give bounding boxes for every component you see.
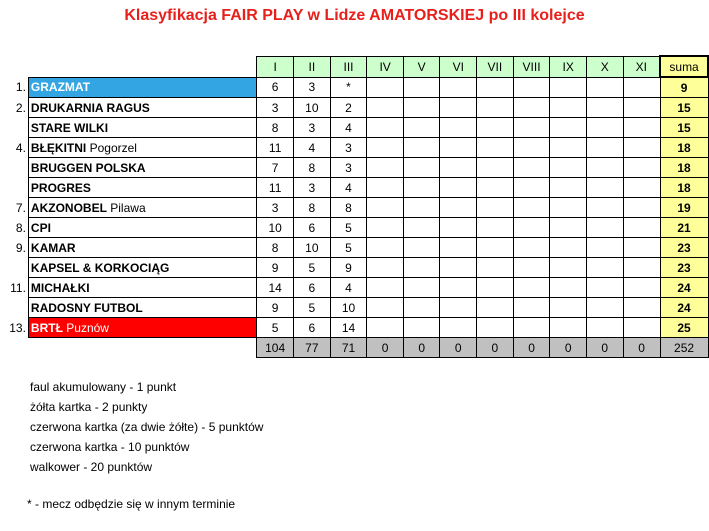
round-score xyxy=(587,258,624,278)
page-title: Klasyfikacja FAIR PLAY w Lidze AMATORSKIEJ po III kolejce xyxy=(124,7,585,24)
round-score: 3 xyxy=(294,77,331,98)
round-score: 6 xyxy=(257,77,294,98)
round-score xyxy=(477,98,514,118)
round-score xyxy=(513,98,550,118)
position: 4. xyxy=(15,140,26,155)
round-score xyxy=(587,198,624,218)
round-score xyxy=(550,178,587,198)
round-score xyxy=(403,158,440,178)
team-name xyxy=(28,198,256,218)
round-score xyxy=(477,118,514,138)
team-name-text: BRUGGEN POLSKA xyxy=(30,160,146,175)
team-city: Pilawa xyxy=(110,200,146,215)
round-score xyxy=(623,158,660,178)
round-score: 5 xyxy=(330,238,367,258)
table-header-row xyxy=(4,56,708,77)
position: 1. xyxy=(15,80,26,95)
round-score: 3 xyxy=(257,198,294,218)
round-header: X xyxy=(587,56,624,77)
round-score xyxy=(623,298,660,318)
table-row xyxy=(4,77,708,98)
round-score xyxy=(587,158,624,178)
team-sum: 15 xyxy=(660,98,708,118)
round-score xyxy=(587,298,624,318)
round-score xyxy=(550,98,587,118)
team-name-text: RADOSNY FUTBOL xyxy=(30,300,143,315)
header-spacer xyxy=(4,56,28,77)
team-name xyxy=(28,258,256,278)
position xyxy=(4,158,28,178)
round-score xyxy=(587,138,624,158)
round-score: 2 xyxy=(330,98,367,118)
team-name xyxy=(28,218,256,238)
round-score xyxy=(403,138,440,158)
round-score xyxy=(440,238,477,258)
round-score xyxy=(477,258,514,278)
round-score xyxy=(477,178,514,198)
team-sum: 23 xyxy=(660,258,708,278)
round-score: 9 xyxy=(330,258,367,278)
round-score xyxy=(513,178,550,198)
round-score xyxy=(440,138,477,158)
round-total: 71 xyxy=(330,338,367,358)
round-score xyxy=(587,218,624,238)
table-row xyxy=(4,178,708,198)
fair-play-table xyxy=(4,55,709,358)
table-row xyxy=(4,298,708,318)
round-score xyxy=(623,198,660,218)
round-score xyxy=(550,77,587,98)
position: 11. xyxy=(10,280,26,295)
position xyxy=(4,298,28,318)
team-name-text: CPI xyxy=(30,220,51,235)
round-score xyxy=(403,238,440,258)
round-score xyxy=(440,118,477,138)
table-row xyxy=(4,198,708,218)
round-header: III xyxy=(330,56,367,77)
round-score xyxy=(623,238,660,258)
round-score: 3 xyxy=(330,138,367,158)
round-total: 104 xyxy=(257,338,294,358)
round-total: 0 xyxy=(550,338,587,358)
footnote: * - mecz odbędzie się w innym terminie xyxy=(27,497,236,511)
round-score xyxy=(440,258,477,278)
team-sum: 23 xyxy=(660,238,708,258)
round-score xyxy=(550,218,587,238)
team-name-text: BŁĘKITNI xyxy=(30,140,87,155)
round-score: 11 xyxy=(257,138,294,158)
round-score xyxy=(587,318,624,338)
round-score: 5 xyxy=(294,258,331,278)
team-sum: 24 xyxy=(660,298,708,318)
table-row xyxy=(4,158,708,178)
round-score xyxy=(440,318,477,338)
round-score: 5 xyxy=(330,218,367,238)
round-total: 0 xyxy=(477,338,514,358)
round-header: V xyxy=(403,56,440,77)
table-row xyxy=(4,318,708,338)
legend-item: faul akumulowany - 1 punkt xyxy=(30,380,177,394)
round-total: 0 xyxy=(623,338,660,358)
team-sum: 24 xyxy=(660,278,708,298)
team-name xyxy=(28,118,256,138)
round-score xyxy=(550,278,587,298)
round-score xyxy=(623,318,660,338)
round-score xyxy=(440,278,477,298)
round-score xyxy=(403,318,440,338)
round-score: 10 xyxy=(294,238,331,258)
team-name xyxy=(28,238,256,258)
round-score xyxy=(513,278,550,298)
round-score xyxy=(403,118,440,138)
team-name xyxy=(28,98,256,118)
round-header: II xyxy=(294,56,331,77)
round-score xyxy=(513,318,550,338)
round-score: 8 xyxy=(294,198,331,218)
legend-item: walkower - 20 punktów xyxy=(30,460,153,474)
team-name xyxy=(28,298,256,318)
team-sum: 25 xyxy=(660,318,708,338)
table-row xyxy=(4,238,708,258)
round-score xyxy=(513,298,550,318)
round-score: 7 xyxy=(257,158,294,178)
round-score xyxy=(513,158,550,178)
table-row xyxy=(4,118,708,138)
table-row xyxy=(4,98,708,118)
round-score: 10 xyxy=(330,298,367,318)
round-score xyxy=(477,218,514,238)
round-score xyxy=(477,198,514,218)
round-score xyxy=(477,158,514,178)
team-sum: 9 xyxy=(660,77,708,98)
team-name xyxy=(28,278,256,298)
table-row xyxy=(4,138,708,158)
team-sum: 21 xyxy=(660,218,708,238)
round-score: 6 xyxy=(294,278,331,298)
round-score: 3 xyxy=(294,118,331,138)
team-sum: 15 xyxy=(660,118,708,138)
round-score xyxy=(550,138,587,158)
round-score: 11 xyxy=(257,178,294,198)
round-score: 8 xyxy=(330,198,367,218)
round-score: 3 xyxy=(257,98,294,118)
round-header: VIII xyxy=(513,56,550,77)
round-score xyxy=(623,178,660,198)
team-name-text: STARE WILKI xyxy=(30,120,109,135)
round-score xyxy=(623,118,660,138)
round-score: 6 xyxy=(294,218,331,238)
round-score: 4 xyxy=(330,178,367,198)
round-score: 10 xyxy=(257,218,294,238)
team-name-text: KAMAR xyxy=(30,240,76,255)
round-score xyxy=(623,98,660,118)
round-total: 0 xyxy=(440,338,477,358)
position: 8. xyxy=(15,220,26,235)
sum-header: suma xyxy=(660,56,708,77)
round-score xyxy=(587,77,624,98)
header-spacer xyxy=(28,56,256,77)
team-name-text: DRUKARNIA RAGUS xyxy=(30,100,150,115)
round-score xyxy=(477,278,514,298)
round-score xyxy=(477,318,514,338)
table-row xyxy=(4,278,708,298)
round-score xyxy=(513,198,550,218)
team-name xyxy=(28,138,256,158)
legend-item: żółta kartka - 2 punkty xyxy=(30,400,148,414)
totals-spacer xyxy=(28,338,256,358)
round-score xyxy=(550,318,587,338)
round-score xyxy=(550,198,587,218)
round-header: I xyxy=(257,56,294,77)
round-score xyxy=(367,318,404,338)
round-score xyxy=(367,198,404,218)
round-score: 4 xyxy=(330,118,367,138)
round-score: 10 xyxy=(294,98,331,118)
round-score xyxy=(440,298,477,318)
team-city: Puznów xyxy=(66,320,109,335)
team-name xyxy=(28,318,256,338)
round-header: XI xyxy=(623,56,660,77)
round-score xyxy=(623,258,660,278)
position: 7. xyxy=(15,200,26,215)
round-score xyxy=(440,98,477,118)
round-score xyxy=(623,218,660,238)
totals-row xyxy=(4,338,708,358)
round-score xyxy=(367,158,404,178)
round-score: 8 xyxy=(257,118,294,138)
position xyxy=(4,258,28,278)
round-header: VII xyxy=(477,56,514,77)
round-score: 9 xyxy=(257,298,294,318)
round-score: 8 xyxy=(294,158,331,178)
round-score xyxy=(513,238,550,258)
round-score xyxy=(367,238,404,258)
team-name-text: KAPSEL & KORKOCIĄG xyxy=(30,260,170,275)
round-score xyxy=(550,298,587,318)
round-score xyxy=(587,278,624,298)
round-header: VI xyxy=(440,56,477,77)
round-score xyxy=(403,218,440,238)
round-score xyxy=(477,77,514,98)
grand-total: 252 xyxy=(660,338,708,358)
round-score xyxy=(367,258,404,278)
round-score xyxy=(367,77,404,98)
team-sum: 18 xyxy=(660,158,708,178)
round-score xyxy=(440,218,477,238)
round-score xyxy=(440,158,477,178)
position xyxy=(4,178,28,198)
team-name xyxy=(28,77,256,98)
round-score xyxy=(550,238,587,258)
round-total: 0 xyxy=(403,338,440,358)
round-score xyxy=(513,138,550,158)
round-total: 0 xyxy=(587,338,624,358)
round-score xyxy=(550,258,587,278)
round-score xyxy=(440,198,477,218)
round-score: 9 xyxy=(257,258,294,278)
round-score xyxy=(550,118,587,138)
team-name xyxy=(28,178,256,198)
round-score xyxy=(587,98,624,118)
team-name-text: BRTŁ xyxy=(30,320,63,335)
round-score xyxy=(587,238,624,258)
position: 9. xyxy=(15,240,26,255)
round-header: IX xyxy=(550,56,587,77)
round-header: IV xyxy=(367,56,404,77)
table-row xyxy=(4,258,708,278)
round-score: 14 xyxy=(330,318,367,338)
round-score xyxy=(623,138,660,158)
team-name-text: GRAZMAT xyxy=(30,80,91,95)
round-score xyxy=(477,138,514,158)
round-score xyxy=(513,218,550,238)
round-score xyxy=(403,98,440,118)
round-score: * xyxy=(330,77,367,98)
round-score xyxy=(477,298,514,318)
round-score xyxy=(513,258,550,278)
round-score xyxy=(367,278,404,298)
round-score xyxy=(623,278,660,298)
round-score xyxy=(367,178,404,198)
position xyxy=(4,118,28,138)
round-score: 5 xyxy=(294,298,331,318)
round-score xyxy=(587,118,624,138)
round-score xyxy=(477,238,514,258)
round-score: 3 xyxy=(330,158,367,178)
round-score xyxy=(623,77,660,98)
round-total: 77 xyxy=(294,338,331,358)
team-sum: 18 xyxy=(660,178,708,198)
round-score xyxy=(550,158,587,178)
team-sum: 19 xyxy=(660,198,708,218)
round-score xyxy=(367,118,404,138)
round-score xyxy=(587,178,624,198)
round-score xyxy=(440,77,477,98)
legend-item: czerwona kartka (za dwie żółte) - 5 punktów xyxy=(30,420,264,434)
round-score xyxy=(403,298,440,318)
round-score xyxy=(367,218,404,238)
round-score: 4 xyxy=(294,138,331,158)
round-score xyxy=(440,178,477,198)
team-city: Pogorzel xyxy=(89,140,137,155)
team-name-text: AKZONOBEL xyxy=(30,200,107,215)
position: 2. xyxy=(15,100,26,115)
round-score xyxy=(367,298,404,318)
round-score xyxy=(367,98,404,118)
round-score xyxy=(403,258,440,278)
position: 13. xyxy=(9,320,26,335)
round-score: 14 xyxy=(257,278,294,298)
round-score xyxy=(403,178,440,198)
round-total: 0 xyxy=(513,338,550,358)
round-score xyxy=(367,138,404,158)
round-score: 4 xyxy=(330,278,367,298)
team-name xyxy=(28,158,256,178)
round-total: 0 xyxy=(367,338,404,358)
penalty-legend xyxy=(30,377,263,477)
round-score xyxy=(403,77,440,98)
round-score xyxy=(403,198,440,218)
round-score xyxy=(403,278,440,298)
team-name-text: PROGRES xyxy=(30,180,91,195)
team-sum: 18 xyxy=(660,138,708,158)
round-score: 8 xyxy=(257,238,294,258)
table-row xyxy=(4,218,708,238)
team-name-text: MICHAŁKI xyxy=(30,280,90,295)
round-score: 3 xyxy=(294,178,331,198)
round-score: 5 xyxy=(257,318,294,338)
round-score xyxy=(513,77,550,98)
round-score: 6 xyxy=(294,318,331,338)
totals-spacer xyxy=(4,338,28,358)
round-score xyxy=(513,118,550,138)
legend-item: czerwona kartka - 10 punktów xyxy=(30,440,190,454)
